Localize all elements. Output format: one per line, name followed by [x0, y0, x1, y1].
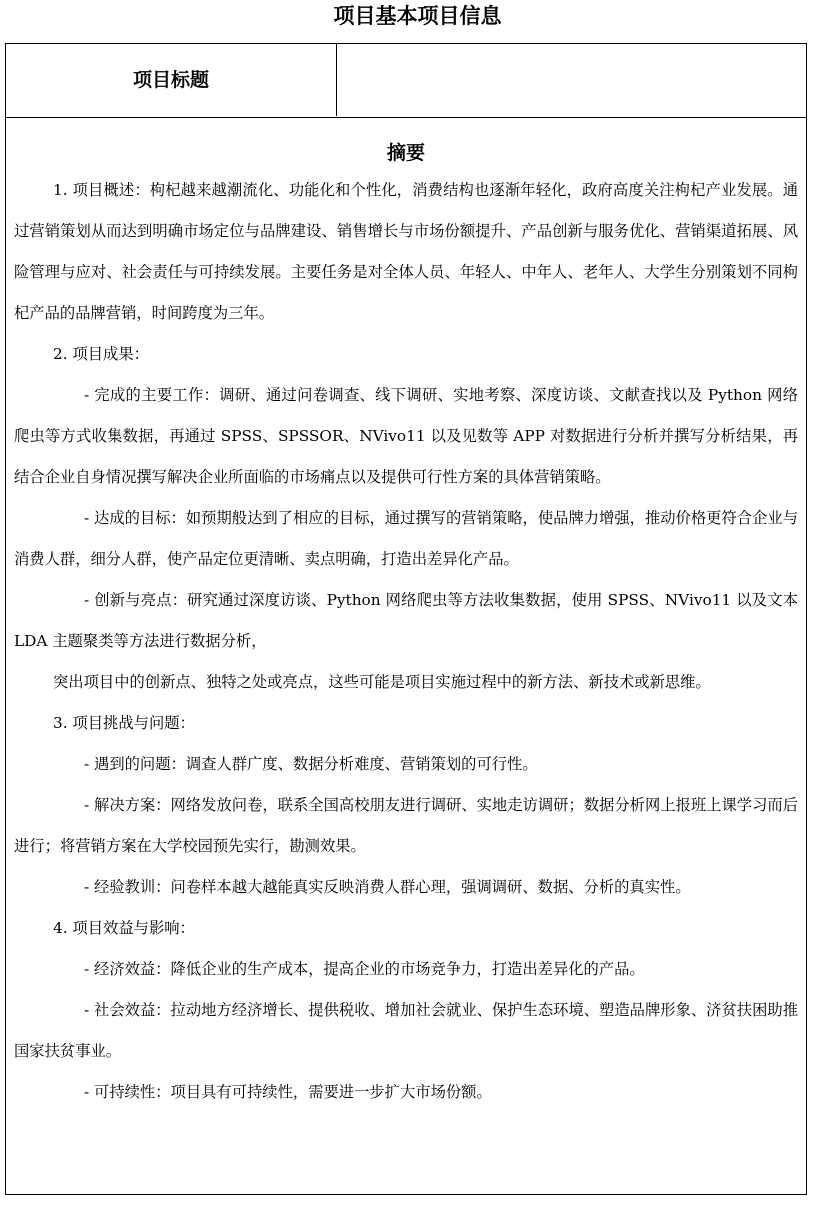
impact-heading: 4. 项目效益与影响： [53, 919, 195, 937]
overview-paragraph: 1. 项目概述：枸杞越来越潮流化、功能化和个性化，消费结构也逐渐年轻化，政府高度关注枸杞产业发展。通过营销策划从而达到明确市场定位与品牌建设、销售增长与市场份额提升、产品创新与服务优化、营销渠道拓展、风险管理与应对、社会责任与可持续发展。主要任务是对全体人员、年轻人、中年人、老年人、大学生分别策划不同枸杞产品的品牌营销，时间跨度为三年。 [14, 181, 798, 322]
goals-paragraph: - 达成的目标：如预期般达到了相应的目标，通过撰写的营销策略，使品牌力增强，推动价格更符合企业与消费人群，细分人群，使产品定位更清晰、卖点明确，打造出差异化产品。 [14, 509, 798, 568]
main-work-paragraph: - 完成的主要工作：调研、通过问卷调查、线下调研、实地考察、深度访谈、文献查找以及 Python 网络爬虫等方式收集数据，再通过 SPSS、SPSSOR、NVivo11 以及见数等 APP 对数据进行分析并撰写分析结果，再结合企业自身情况撰写解决企业所面临的市场痛点以及提供可行性方案的具体营销策略。 [14, 386, 798, 486]
project-title-value[interactable] [337, 44, 806, 116]
abstract-heading: 摘要 [386, 142, 425, 164]
results-heading: 2. 项目成果： [53, 345, 149, 363]
document-title: 项目基本项目信息 [333, 4, 502, 28]
highlights-paragraph: 突出项目中的创新点、独特之处或亮点，这些可能是项目实施过程中的新方法、新技术或新思维。 [53, 673, 711, 691]
innovation-paragraph: - 创新与亮点：研究通过深度访谈、Python 网络爬虫等方法收集数据，使用 SPSS、NVivo11 以及文本 LDA 主题聚类等方法进行数据分析， [14, 591, 798, 650]
project-info-table [5, 43, 807, 1195]
social-benefit-paragraph: - 社会效益：拉动地方经济增长、提供税收、增加社会就业、保护生态环境、塑造品牌形象、济贫扶困助推国家扶贫事业。 [14, 1001, 798, 1060]
project-title-row [6, 44, 806, 118]
challenges-heading: 3. 项目挑战与问题： [53, 714, 195, 732]
problems-paragraph: - 遇到的问题：调查人群广度、数据分析难度、营销策划的可行性。 [84, 755, 538, 773]
sustainability-paragraph: - 可持续性：项目具有可持续性，需要进一步扩大市场份额。 [84, 1083, 492, 1101]
lessons-paragraph: - 经验教训：问卷样本越大越能真实反映消费人群心理，强调调研、数据、分析的真实性。 [84, 878, 691, 896]
abstract-cell [6, 118, 806, 1194]
economic-benefit-paragraph: - 经济效益：降低企业的生产成本，提高企业的市场竞争力，打造出差异化的产品。 [84, 960, 645, 978]
project-title-label: 项目标题 [6, 44, 337, 116]
solutions-paragraph: - 解决方案：网络发放问卷，联系全国高校朋友进行调研、实地走访调研；数据分析网上报班上课学习而后进行；将营销方案在大学校园预先实行，勘测效果。 [14, 796, 798, 855]
